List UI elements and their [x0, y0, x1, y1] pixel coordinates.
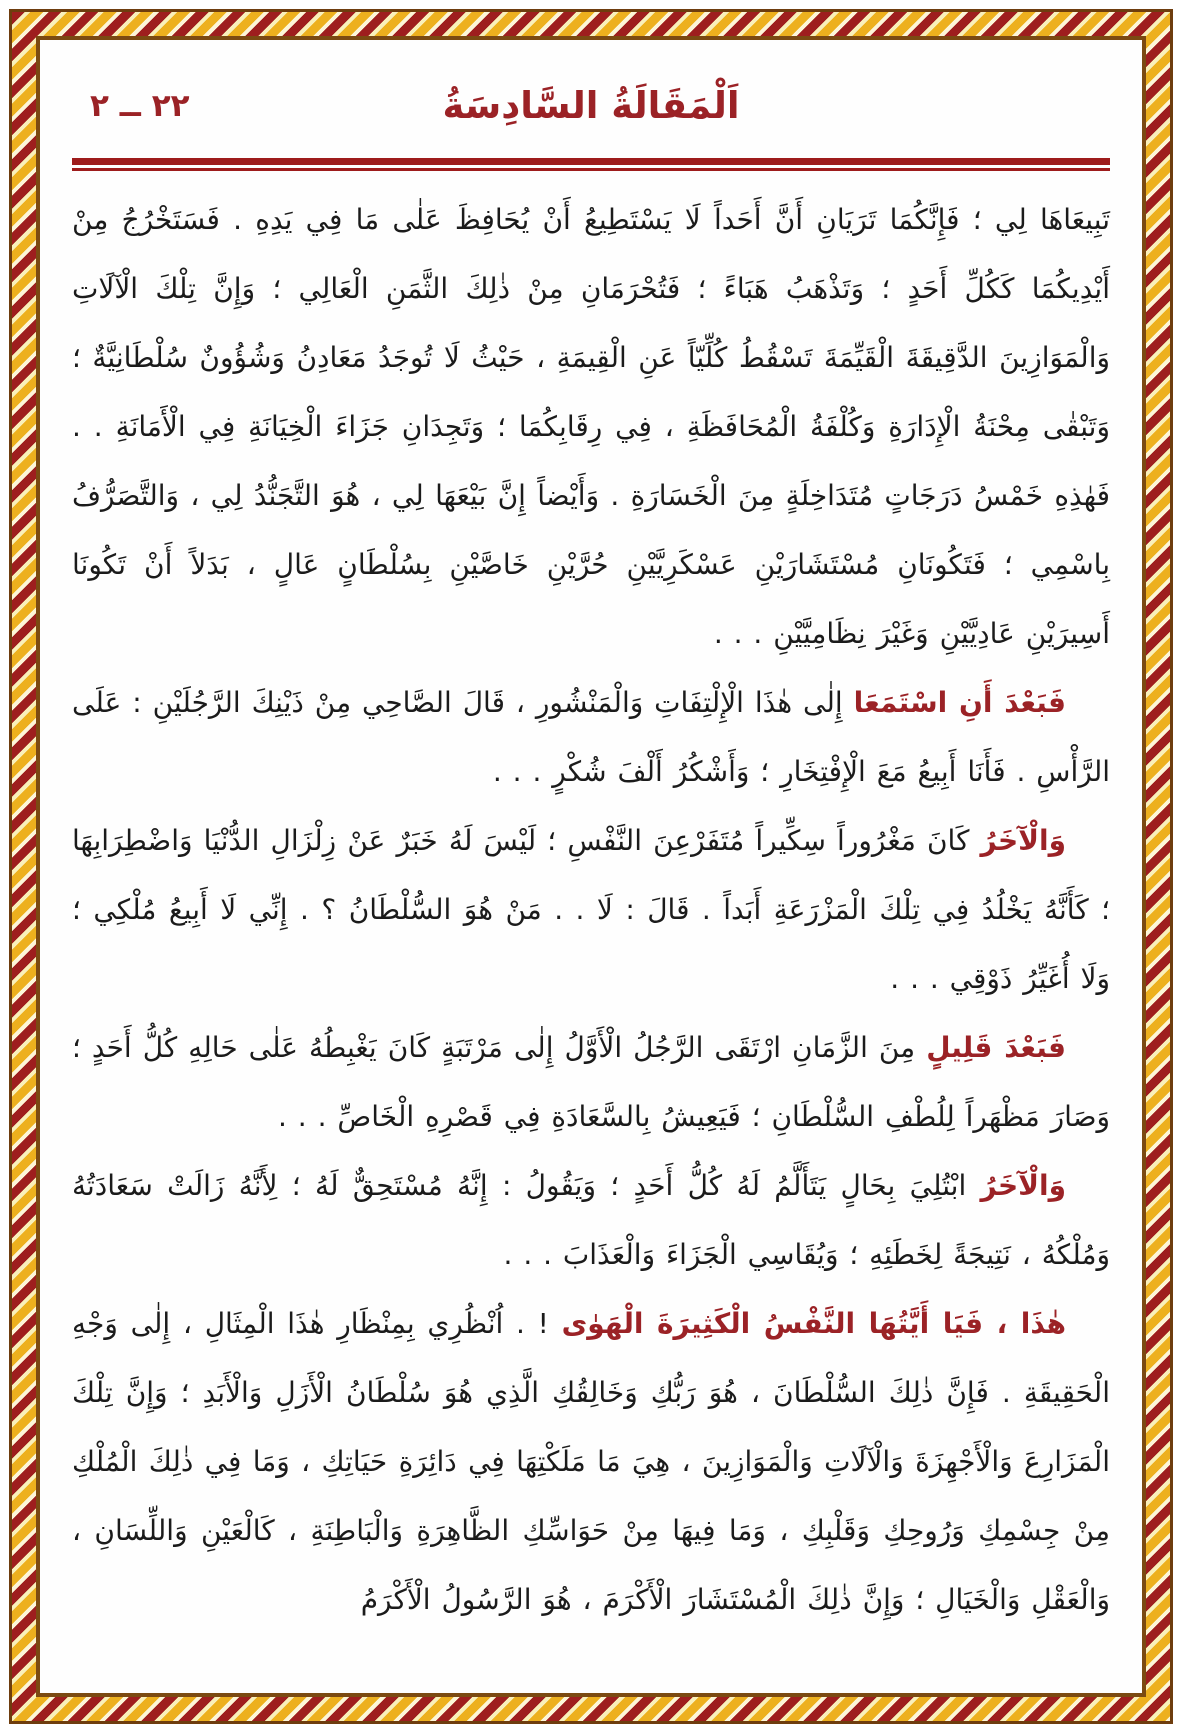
paragraph-text: مِنَ الزَّمَانِ ارْتَقَى الرَّجُلُ الْأَوَّلُ إِلٰى مَرْتَبَةٍ كَانَ يَغْبِطُهُ عَلٰى حَالِهِ كُلُّ أَحَدٍ ؛ وَصَارَ مَظْهَراً لِلُطْفِ السُّلْطَانِ ؛ فَيَعِيشُ بِالسَّعَادَةِ فِي قَصْرِهِ الْخَاصِّ . . .: [72, 1031, 1110, 1133]
paragraph-text: إِلٰى هٰذَا الْإِلْتِفَاتِ وَالْمَنْشُورِ ، قَالَ الصَّاحِي مِنْ ذَيْنِكَ الرَّجُلَيْنِ : عَلَى الرَّأْسِ . فَأَنَا أَبِيعُ مَعَ الْإِفْتِخَارِ ؛ وَأَشْكُرُ أَلْفَ شُكْرٍ . . .: [72, 686, 1110, 788]
paragraph-6: [72, 1289, 1110, 1634]
divider-thick-line: [72, 158, 1110, 165]
page-header: [72, 74, 1110, 138]
decorative-border: [9, 9, 1173, 1724]
paragraph-red-lead: هٰذَا ، فَيَا أَيَّتُهَا النَّفْسُ الْكَثِيرَةَ الْهَوٰى: [561, 1307, 1066, 1340]
page-number: ٢٢ ــ ٢: [90, 88, 190, 124]
body-text: [72, 185, 1110, 1634]
paragraph-text: ! . اُنْظُرِي بِمِنْظَارِ هٰذَا الْمِثَالِ ، إِلٰى وَجْهِ الْحَقِيقَةِ . فَإِنَّ ذٰلِكَ السُّلْطَانَ ، هُوَ رَبُّكِ وَخَالِقُكِ الَّذِي هُوَ سُلْطَانُ الْأَزَلِ وَالْأَبَدِ ؛ وَإِنَّ تِلْكَ الْمَزَارِعَ وَالْأَجْهِزَةَ وَالْآلَاتِ وَالْمَوَازِينَ ، هِيَ مَا مَلَكْتِهَا فِي دَائِرَةِ حَيَاتِكِ ، وَمَا فِي ذٰلِكَ الْمُلْكِ مِنْ جِسْمِكِ وَرُوحِكِ وَقَلْبِكِ ، وَمَا فِيهَا مِنْ حَوَاسِّكِ الظَّاهِرَةِ وَالْبَاطِنَةِ ، كَالْعَيْنِ وَاللِّسَانِ ، وَالْعَقْلِ وَالْخَيَالِ ؛ وَإِنَّ ذٰلِكَ الْمُسْتَشَارَ الْأَكْرَمَ ، هُوَ الرَّسُولُ الْأَكْرَمُ: [72, 1307, 1110, 1616]
paragraph-text: كَانَ مَغْرُوراً سِكِّيراً مُتَفَرْعِنَ النَّفْسِ ؛ لَيْسَ لَهُ خَبَرٌ عَنْ زِلْزَالِ الدُّنْيَا وَاضْطِرَابِهَا ؛ كَأَنَّهُ يَخْلُدُ فِي تِلْكَ الْمَزْرَعَةِ أَبَداً . قَالَ : لَا . . مَنْ هُوَ السُّلْطَانُ ؟ . إِنِّي لَا أَبِيعُ مُلْكِي ؛ وَلَا أُغَيِّرُ ذَوْقِي . . .: [72, 824, 1110, 995]
page-content: [36, 36, 1146, 1697]
page-title: اَلْمَقَالَةُ السَّادِسَةُ: [442, 84, 740, 127]
paragraph-red-lead: فَبَعْدَ قَلِيلٍ: [926, 1031, 1066, 1064]
paragraph-3: [72, 806, 1110, 1013]
title-divider: [72, 158, 1110, 171]
paragraph-text: تَبِيعَاهَا لِي ؛ فَإِنَّكُمَا تَرَيَانِ أَنَّ أَحَداً لَا يَسْتَطِيعُ أَنْ يُحَافِظَ عَلٰى مَا فِي يَدِهِ . فَسَتَخْرُجُ مِنْ أَيْدِيكُمَا كَكُلِّ أَحَدٍ ؛ وَتَذْهَبُ هَبَاءً ؛ فَتُحْرَمَانِ مِنْ ذٰلِكَ الثَّمَنِ الْعَالِي ؛ وَإِنَّ تِلْكَ الْآلَاتِ وَالْمَوَازِينَ الدَّقِيقَةَ الْقَيِّمَةَ تَسْقُطُ كُلِّيّاً عَنِ الْقِيمَةِ ، حَيْثُ لَا تُوجَدُ مَعَادِنُ وَشُؤُونٌ سُلْطَانِيَّةٌ ؛ وَتَبْقٰى مِحْنَةُ الْإِدَارَةِ وَكُلْفَةُ الْمُحَافَظَةِ ، فِي رِقَابِكُمَا ؛ وَتَجِدَانِ جَزَاءَ الْخِيَانَةِ فِي الْأَمَانَةِ . . فَهٰذِهِ خَمْسُ دَرَجَاتٍ مُتَدَاخِلَةٍ مِنَ الْخَسَارَةِ . وَأَيْضاً إِنَّ بَيْعَهَا لِي ، هُوَ التَّجَنُّدُ لِي ، وَالتَّصَرُّفُ بِاسْمِي ؛ فَتَكُونَانِ مُسْتَشَارَيْنِ عَسْكَرِيَّيْنِ حُرَّيْنِ خَاصَّيْنِ بِسُلْطَانٍ عَالٍ ، بَدَلاً أَنْ تَكُونَا أَسِيرَيْنِ عَادِيَّيْنِ وَغَيْرَ نِظَامِيَّيْنِ . . .: [72, 203, 1110, 650]
paragraph-1: [72, 185, 1110, 668]
paragraph-red-lead: فَبَعْدَ أَنِ اسْتَمَعَا: [853, 686, 1067, 719]
paragraph-2: [72, 668, 1110, 806]
paragraph-text: ابْتُلِيَ بِحَالٍ يَتَأَلَّمُ لَهُ كُلُّ أَحَدٍ ؛ وَيَقُولُ : إِنَّهُ مُسْتَحِقٌّ لَهُ ؛ لِأَنَّهُ زَالَتْ سَعَادَتُهُ وَمُلْكُهُ ، نَتِيجَةً لِخَطَئِهِ ؛ وَيُقَاسِي الْجَزَاءَ وَالْعَذَابَ . . .: [72, 1169, 1110, 1271]
paragraph-red-lead: وَالْآخَرُ: [980, 1169, 1066, 1202]
paragraph-5: [72, 1151, 1110, 1289]
paragraph-4: [72, 1013, 1110, 1151]
paragraph-red-lead: وَالْآخَرُ: [980, 824, 1066, 857]
divider-thin-line: [72, 168, 1110, 171]
